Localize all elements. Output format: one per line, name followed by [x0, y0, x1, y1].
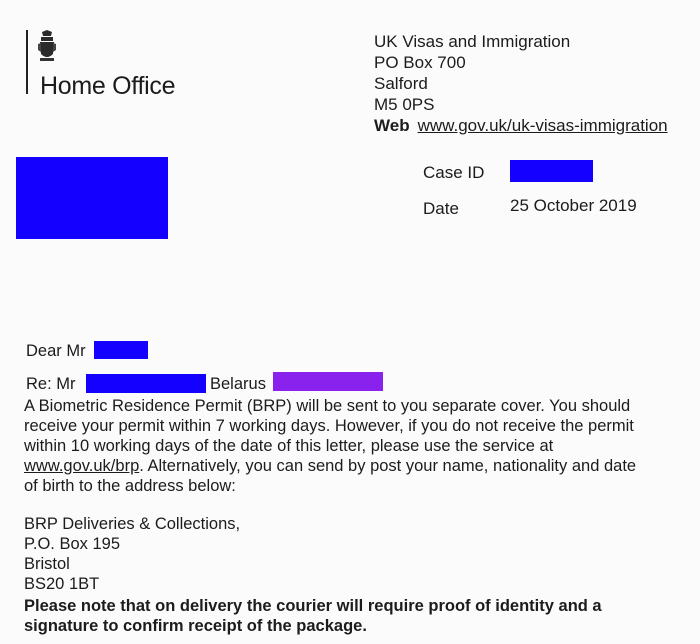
paragraph-line: A Biometric Residence Permit (BRP) will be sent to you separate cover. You should — [24, 397, 631, 415]
web-link[interactable]: www.gov.uk/uk-visas-immigration — [417, 116, 668, 135]
paragraph-line: of birth to the address below: — [24, 477, 236, 495]
address-line: PO Box 700 — [374, 53, 466, 72]
paragraph-line: receive your permit within 7 working days. However, if you do not receive the permit — [24, 417, 634, 435]
address-line: UK Visas and Immigration — [374, 32, 571, 51]
case-id-label: Case ID — [423, 163, 485, 182]
web-label: Web — [374, 116, 410, 135]
redacted-reference — [273, 372, 383, 391]
redacted-recipient-address — [16, 157, 168, 239]
header-divider — [26, 30, 28, 94]
return-address-line: P.O. Box 195 — [24, 535, 121, 553]
brp-link[interactable]: www.gov.uk/brp — [24, 457, 140, 475]
redacted-surname — [94, 341, 148, 359]
date-value: 25 October 2019 — [510, 196, 637, 215]
sender-address — [374, 31, 668, 136]
date-label: Date — [423, 199, 459, 218]
nationality: Belarus — [210, 375, 266, 393]
paragraph-text: . Alternatively, you can send by post your name, nationality and date — [139, 457, 637, 475]
redacted-case-id — [510, 160, 593, 182]
address-line: M5 0PS — [374, 95, 435, 114]
paragraph-line — [24, 456, 636, 476]
organisation-name: Home Office — [40, 72, 176, 100]
paragraph-line: within 10 working days of the date of this letter, please use the service at — [24, 437, 554, 455]
notice-line: signature to confirm receipt of the package. — [24, 617, 367, 635]
address-line: Salford — [374, 74, 428, 93]
royal-crest-icon — [36, 30, 58, 66]
return-address — [24, 514, 240, 594]
return-address-line: BRP Deliveries & Collections, — [24, 515, 241, 533]
redacted-full-name — [86, 374, 206, 393]
return-address-line: BS20 1BT — [24, 575, 100, 593]
salutation: Dear Mr — [26, 342, 86, 360]
return-address-line: Bristol — [24, 555, 70, 573]
re-prefix: Re: Mr — [26, 375, 76, 393]
notice-line: Please note that on delivery the courier will require proof of identity and a — [24, 597, 602, 615]
web-row — [374, 115, 668, 136]
